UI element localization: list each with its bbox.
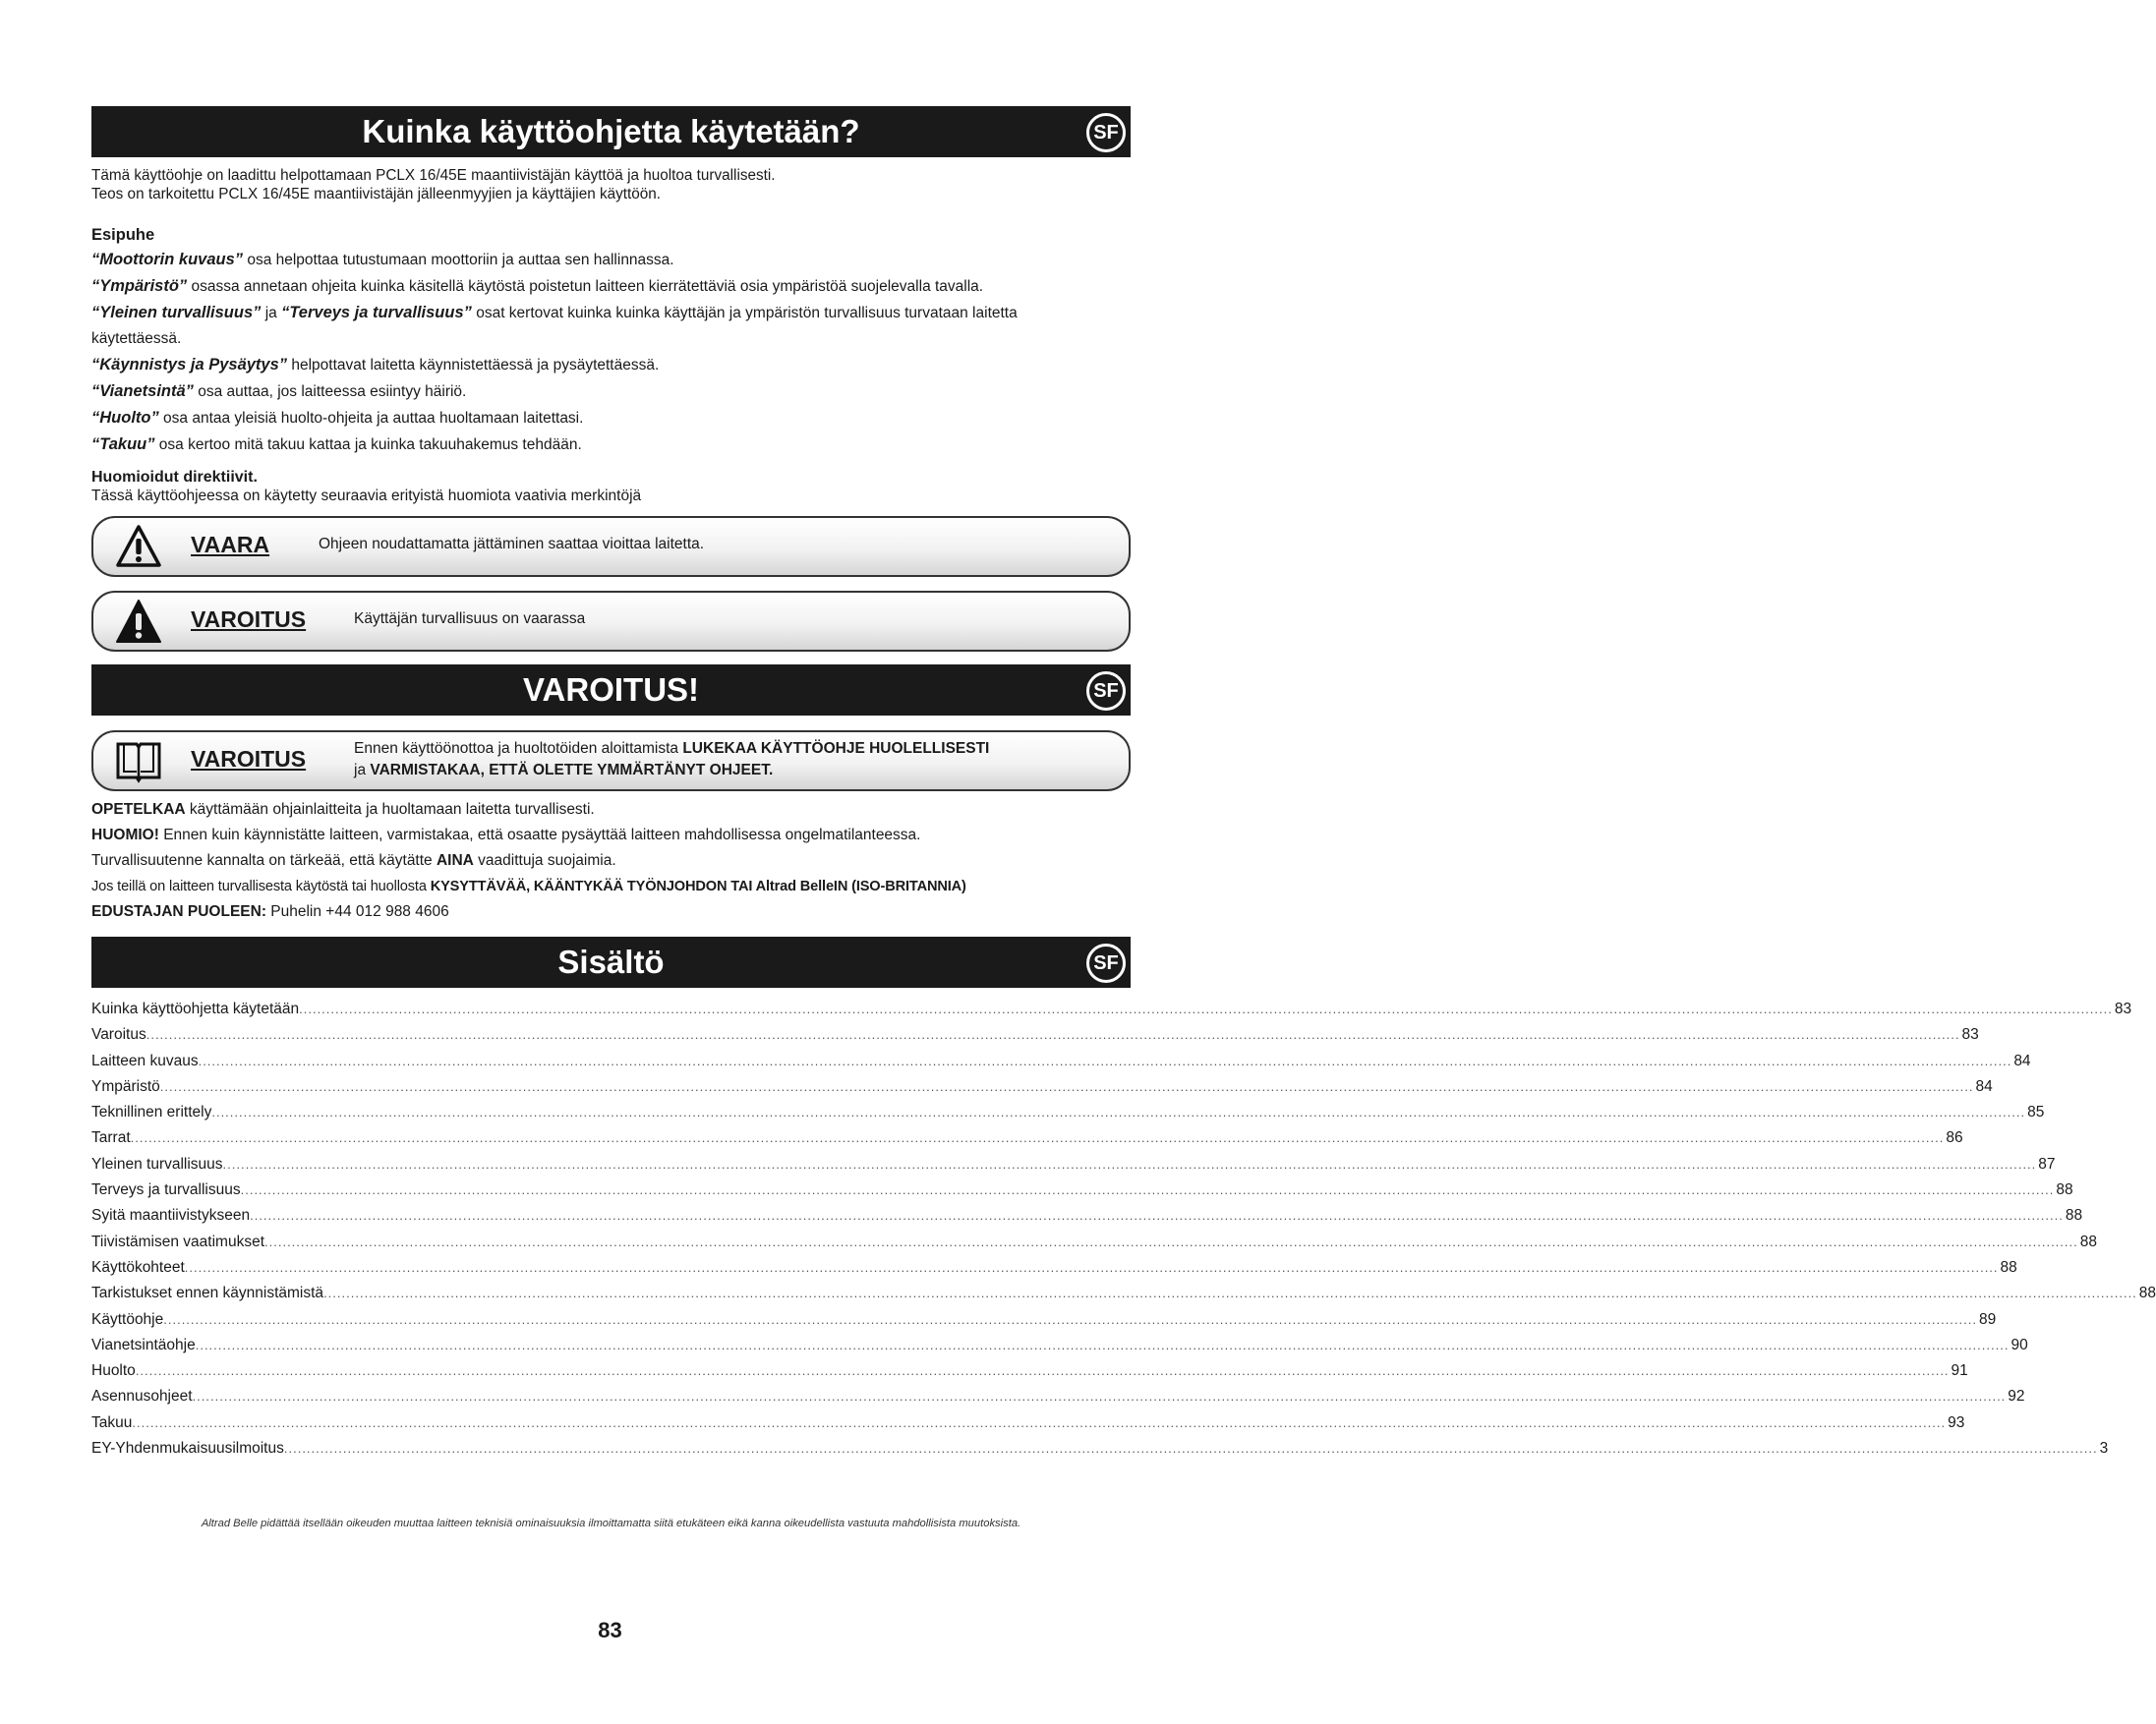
header-banner (91, 106, 1131, 157)
toc-entry-title: Tiivistämisen vaatimukset (91, 1233, 265, 1250)
toc-entry-page: 93 (1948, 1413, 1965, 1431)
directives-text: Tässä käyttöohjeessa on käytetty seuraavia erityistä huomiota vaativia merkintöjä (91, 488, 642, 504)
toc-entry[interactable] (91, 1410, 1965, 1436)
toc-entry-title: EY-Yhdenmukaisuusilmoitus (91, 1440, 284, 1458)
safety-line: Turvallisuutenne kannalta on tärkeää, että käytätte AINA vaadittuja suojaimia. (91, 852, 616, 869)
toc-entry-page: 87 (2038, 1155, 2056, 1173)
safety-line: OPETELKAA käyttämään ohjainlaitteita ja huoltamaan laitetta turvallisesti. (91, 801, 595, 818)
danger-label: VAARA (191, 532, 270, 557)
toc-entry[interactable] (91, 1074, 1993, 1100)
foreword-line: “Käynnistys ja Pysäytys” helpottavat laitetta käynnistettäessä ja pysäytettäessä. (91, 356, 660, 374)
warning-text: Käyttäjän turvallisuus on vaarassa (354, 610, 586, 627)
foreword-line: “Takuu” osa kertoo mitä takuu kattaa ja kuinka takuuhakemus tehdään. (91, 435, 582, 453)
toc-entry[interactable] (91, 1152, 2056, 1178)
toc-entry-title: Tarkistukset ennen käynnistämistä (91, 1285, 324, 1302)
toc-leader-dots: ................................................................................................................................................................................................................................................................................................................................................................................................................ (299, 1002, 2113, 1016)
foreword-line: “Vianetsintä” osa auttaa, jos laitteessa esiintyy häiriö. (91, 382, 467, 400)
language-badge: SF (1086, 671, 1126, 711)
toc-entry-page: 92 (2008, 1388, 2025, 1406)
table-of-contents (91, 997, 2156, 1462)
manual-page (91, 106, 2156, 1462)
toc-entry-page: 88 (2065, 1207, 2083, 1225)
safety-line: EDUSTAJAN PUOLEEN: Puhelin +44 012 988 4606 (91, 903, 449, 920)
language-badge: SF (1086, 113, 1126, 152)
toc-entry[interactable] (91, 1049, 2031, 1074)
toc-entry-title: Huolto (91, 1362, 136, 1380)
read-manual-text: Ennen käyttöönottoa ja huoltotöiden aloittamista LUKEKAA KÄYTTÖOHJE HUOLELLISESTI ja VARMISTAKAA, ETTÄ OLETTE YMMÄRTÄNYT OHJEET. (354, 740, 990, 778)
toc-entry-title: Terveys ja turvallisuus (91, 1181, 241, 1199)
contents-banner (91, 937, 1131, 988)
toc-entry[interactable] (91, 1100, 2045, 1125)
danger-callout (91, 516, 1131, 577)
toc-leader-dots: ................................................................................................................................................................................................................................................................................................................................................................................................................ (192, 1389, 2007, 1405)
toc-entry-title: Varoitus (91, 1026, 146, 1044)
toc-leader-dots: ................................................................................................................................................................................................................................................................................................................................................................................................................ (184, 1259, 1999, 1275)
toc-leader-dots: ................................................................................................................................................................................................................................................................................................................................................................................................................ (250, 1208, 2064, 1224)
toc-entry-page: 3 (2099, 1440, 2109, 1458)
warning-label: VAROITUS (191, 606, 307, 632)
safety-line: Jos teillä on laitteen turvallisesta käytöstä tai huollosta KYSYTTÄVÄÄ, KÄÄNTYKÄÄ TYÖNJOHDON TAI Altrad BelleIN (ISO-BRITANNIA) (91, 879, 966, 894)
page-title: Kuinka käyttöohjetta käytetään? (362, 113, 860, 149)
toc-entry-title: Teknillinen erittely (91, 1104, 212, 1121)
toc-entry-page: 83 (2114, 1001, 2132, 1017)
toc-entry[interactable] (91, 1178, 2073, 1203)
foreword-line: “Moottorin kuvaus” osa helpottaa tutustumaan moottoriin ja auttaa sen hallinnassa. (91, 251, 674, 268)
toc-leader-dots: ................................................................................................................................................................................................................................................................................................................................................................................................................ (159, 1078, 1974, 1094)
toc-entry[interactable] (91, 1358, 1968, 1384)
toc-entry[interactable] (91, 1333, 2028, 1358)
warning-banner (91, 664, 1131, 716)
toc-entry-page: 84 (1975, 1077, 1993, 1095)
foreword-line: “Huolto” osa antaa yleisiä huolto-ohjeita ja auttaa huoltamaan laitettasi. (91, 409, 584, 427)
toc-entry[interactable] (91, 1436, 2109, 1462)
toc-entry-title: Takuu (91, 1413, 133, 1431)
toc-entry[interactable] (91, 1203, 2083, 1229)
read-manual-callout (91, 730, 1131, 791)
intro-text (91, 166, 1131, 203)
toc-entry-page: 88 (2056, 1181, 2073, 1199)
toc-entry-title: Syitä maantiivistykseen (91, 1207, 251, 1225)
toc-leader-dots: ................................................................................................................................................................................................................................................................................................................................................................................................................ (146, 1027, 1960, 1043)
toc-entry[interactable] (91, 1230, 2097, 1255)
danger-text: Ohjeen noudattamatta jättäminen saattaa vioittaa laitetta. (319, 536, 705, 552)
intro-line: Tämä käyttöohje on laadittu helpottamaan PCLX 16/45E maantiivistäjän käyttöä ja huoltoa turvallisesti. (91, 167, 776, 184)
toc-entry-page: 88 (2138, 1285, 2156, 1302)
toc-entry-page: 85 (2027, 1104, 2045, 1121)
toc-entry-title: Käyttökohteet (91, 1258, 185, 1276)
toc-entry-title: Vianetsintäohje (91, 1336, 196, 1353)
intro-line: Teos on tarkoitettu PCLX 16/45E maantiivistäjän jälleenmyyjien ja käyttäjien käyttöön. (91, 186, 662, 202)
language-badge: SF (1086, 944, 1126, 983)
page-number: 83 (598, 1618, 622, 1642)
toc-entry-title: Asennusohjeet (91, 1388, 193, 1406)
toc-entry-page: 84 (2013, 1052, 2031, 1069)
toc-leader-dots: ................................................................................................................................................................................................................................................................................................................................................................................................................ (240, 1182, 2055, 1198)
toc-leader-dots: ................................................................................................................................................................................................................................................................................................................................................................................................................ (211, 1105, 2026, 1121)
toc-entry-page: 89 (1978, 1310, 1997, 1328)
warning-filled-icon (115, 599, 162, 644)
toc-entry-page: 83 (1961, 1026, 1979, 1044)
safety-instructions (91, 797, 1131, 925)
toc-entry-page: 91 (1951, 1362, 1968, 1380)
warning-section-title: VAROITUS! (522, 671, 700, 708)
warning-outline-icon (115, 524, 162, 569)
safety-line: HUOMIO! Ennen kuin käynnistätte laitteen, varmistakaa, että osaatte pysäyttää laitteen mahdollisessa ongelmatilanteessa. (91, 827, 921, 843)
toc-leader-dots: ................................................................................................................................................................................................................................................................................................................................................................................................................ (135, 1363, 1950, 1379)
warning-callout (91, 591, 1131, 652)
toc-leader-dots: ................................................................................................................................................................................................................................................................................................................................................................................................................ (163, 1311, 1977, 1327)
toc-leader-dots: ................................................................................................................................................................................................................................................................................................................................................................................................................ (264, 1234, 2078, 1249)
disclaimer: Altrad Belle pidättää itsellään oikeuden muuttaa laitteen teknisiä ominaisuuksia ilmoittamatta siitä etukäteen eikä kanna oikeudellista vastuuta mahdollisista muutoksista. (201, 1518, 1021, 1529)
foreword-line: käytettäessä. (91, 330, 182, 347)
toc-leader-dots: ................................................................................................................................................................................................................................................................................................................................................................................................................ (222, 1156, 2037, 1172)
toc-entry-title: Käyttöohje (91, 1310, 164, 1328)
toc-leader-dots: ................................................................................................................................................................................................................................................................................................................................................................................................................ (198, 1053, 2012, 1068)
toc-entry-title: Tarrat (91, 1129, 131, 1147)
toc-leader-dots: ................................................................................................................................................................................................................................................................................................................................................................................................................ (323, 1286, 2137, 1301)
toc-entry[interactable] (91, 1125, 1963, 1151)
toc-entry-title: Yleinen turvallisuus (91, 1155, 223, 1173)
toc-entry[interactable] (91, 1384, 2025, 1409)
toc-entry-title: Kuinka käyttöohjetta käytetään (91, 1001, 300, 1017)
toc-leader-dots: ................................................................................................................................................................................................................................................................................................................................................................................................................ (195, 1337, 2010, 1352)
toc-leader-dots: ................................................................................................................................................................................................................................................................................................................................................................................................................ (283, 1441, 2098, 1457)
manual-book-icon (115, 738, 162, 783)
toc-entry[interactable] (91, 997, 2132, 1022)
toc-entry-page: 88 (2079, 1233, 2097, 1250)
toc-entry[interactable] (91, 1281, 2156, 1306)
toc-entry[interactable] (91, 1255, 2017, 1281)
toc-entry-title: Laitteen kuvaus (91, 1052, 199, 1069)
contents-title: Sisältö (557, 944, 665, 980)
toc-entry-page: 90 (2010, 1336, 2028, 1353)
toc-entry-page: 86 (1946, 1129, 1963, 1147)
toc-entry-title: Ympäristö (91, 1077, 160, 1095)
toc-leader-dots: ................................................................................................................................................................................................................................................................................................................................................................................................................ (130, 1130, 1945, 1146)
foreword-line: “Ympäristö” osassa annetaan ohjeita kuinka käsitellä käytöstä poistetun laitteen kierrätettäviä osia ympäristöä suojelevalla tavalla. (91, 277, 984, 295)
foreword-line: “Yleinen turvallisuus” ja “Terveys ja turvallisuus” osat kertovat kuinka kuinka käyttäjän ja ympäristön turvallisuus turvataan laitetta (91, 304, 1018, 321)
toc-entry[interactable] (91, 1307, 1997, 1333)
foreword-heading: Esipuhe (91, 226, 155, 244)
toc-leader-dots: ................................................................................................................................................................................................................................................................................................................................................................................................................ (132, 1414, 1947, 1430)
toc-entry[interactable] (91, 1022, 1979, 1048)
directives-heading: Huomioidut direktiivit. (91, 469, 258, 486)
foreword-list (91, 247, 1131, 458)
read-manual-label: VAROITUS (191, 746, 307, 772)
toc-entry-page: 88 (2000, 1258, 2017, 1276)
